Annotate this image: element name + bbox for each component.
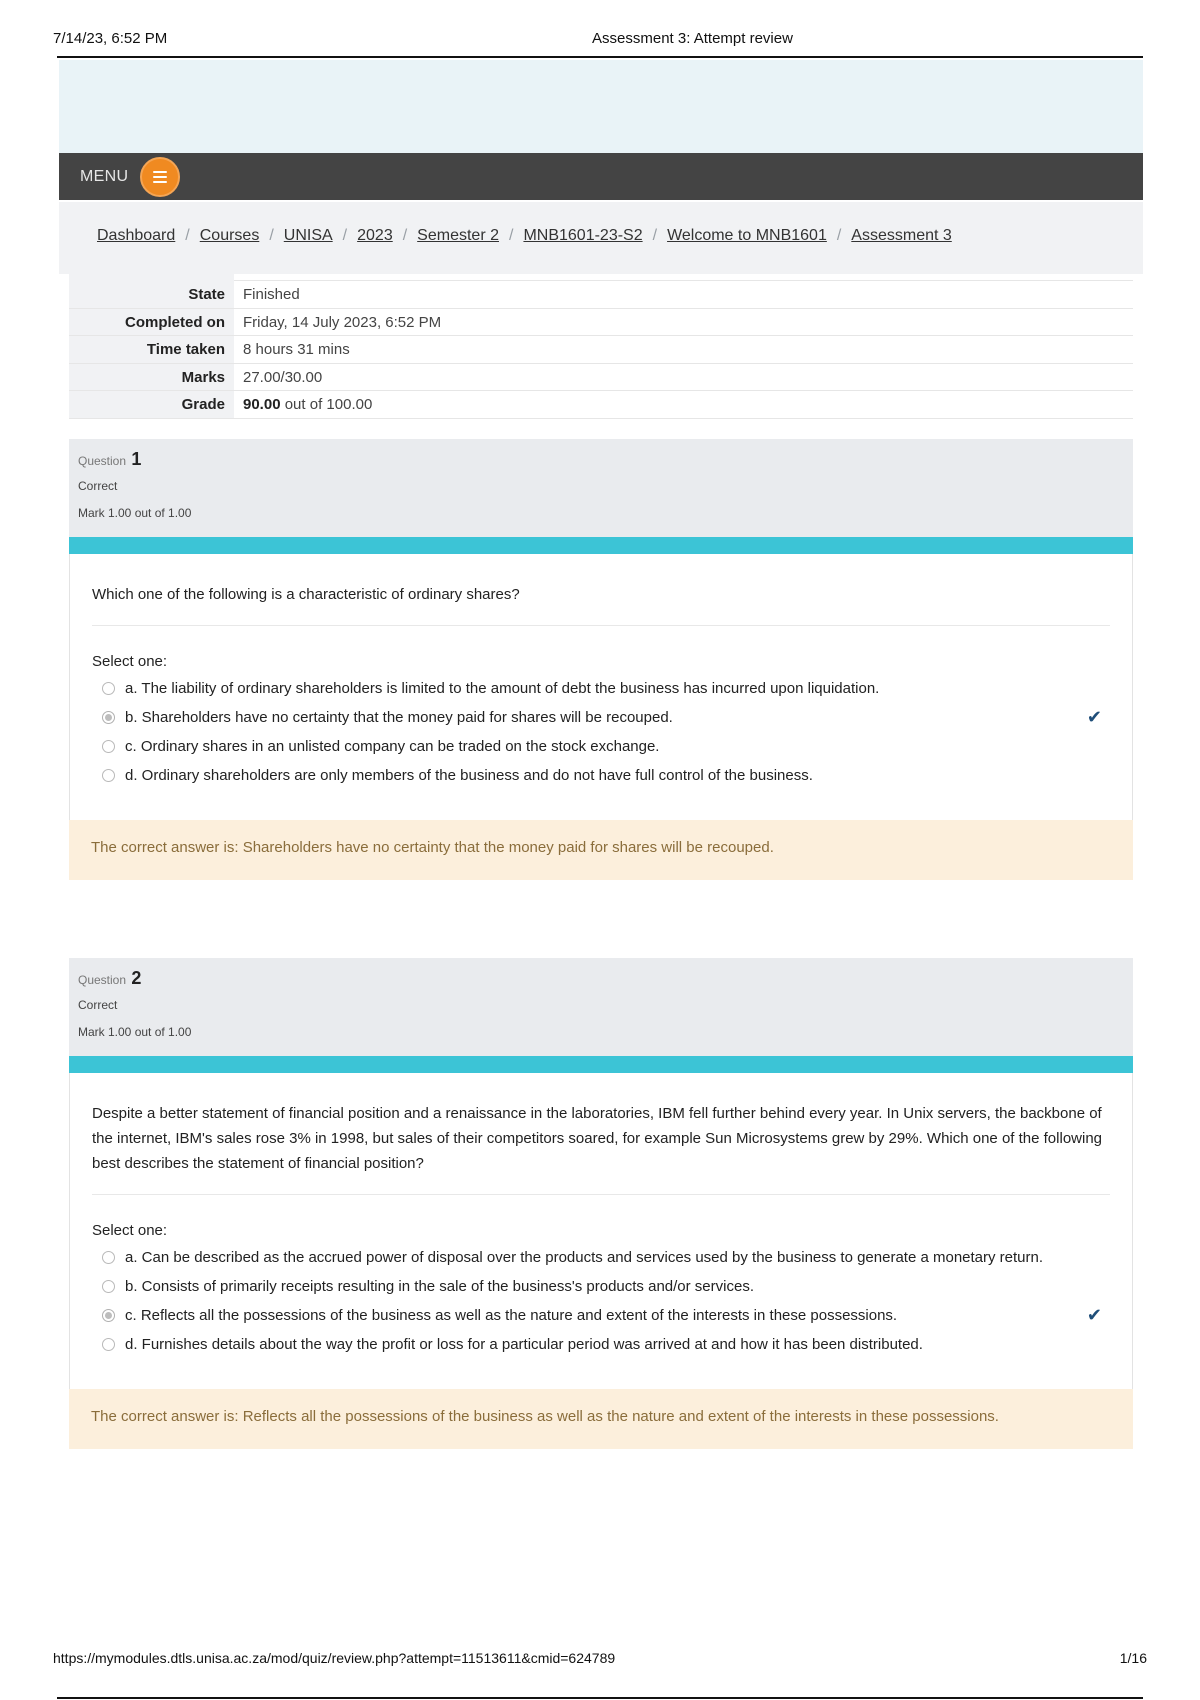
summary-row-state bbox=[69, 281, 1133, 309]
question-grade: Mark 1.00 out of 1.00 bbox=[78, 506, 192, 520]
question-status-strip bbox=[69, 537, 1133, 554]
summary-value: Friday, 14 July 2023, 6:52 PM bbox=[234, 309, 1133, 336]
summary-label: Time taken bbox=[69, 336, 234, 363]
radio-button[interactable] bbox=[102, 769, 115, 782]
radio-button-selected[interactable] bbox=[102, 711, 115, 724]
radio-button[interactable] bbox=[102, 740, 115, 753]
breadcrumb-bar bbox=[59, 202, 1143, 274]
answer-option-d[interactable] bbox=[92, 1332, 1110, 1357]
answer-list bbox=[92, 676, 1110, 820]
print-title: Assessment 3: Attempt review bbox=[592, 30, 793, 47]
check-icon: ✔ bbox=[1086, 1305, 1102, 1325]
grade-out-of: out of 100.00 bbox=[280, 396, 373, 413]
answer-text: c. Ordinary shares in an unlisted company can be traded on the stock exchange. bbox=[125, 738, 660, 755]
breadcrumb-semester[interactable]: Semester 2 bbox=[417, 227, 499, 244]
breadcrumb-separator: / bbox=[342, 227, 348, 244]
breadcrumb-courses[interactable]: Courses bbox=[199, 227, 260, 244]
answer-text: c. Reflects all the possessions of the business as well as the nature and extent of the interests in these possessions. bbox=[125, 1307, 898, 1324]
summary-row-completed bbox=[69, 309, 1133, 337]
summary-row-time-taken bbox=[69, 336, 1133, 364]
breadcrumb-separator: / bbox=[269, 227, 274, 244]
breadcrumb-separator: / bbox=[402, 227, 408, 244]
hamburger-icon bbox=[153, 171, 167, 183]
question-content bbox=[69, 554, 1133, 820]
radio-button[interactable] bbox=[102, 1251, 115, 1264]
question-label: Question bbox=[78, 973, 127, 987]
summary-row-grade bbox=[69, 391, 1133, 419]
radio-button[interactable] bbox=[102, 1338, 115, 1351]
summary-value: Finished bbox=[234, 281, 1133, 308]
print-rule-top bbox=[57, 56, 1143, 58]
select-one-prompt: Select one: bbox=[92, 1222, 168, 1239]
breadcrumb-separator: / bbox=[508, 227, 514, 244]
print-rule-bottom bbox=[57, 1697, 1143, 1699]
answer-text: b. Consists of primarily receipts resulting in the sale of the business's products and/or services. bbox=[125, 1278, 754, 1295]
answer-option-c[interactable] bbox=[92, 734, 1110, 759]
question-text: Which one of the following is a characteristic of ordinary shares? bbox=[92, 554, 1110, 626]
question-2 bbox=[69, 958, 1133, 1449]
radio-button-selected[interactable] bbox=[102, 1309, 115, 1322]
print-page-number: 1/16 bbox=[1119, 1650, 1147, 1666]
summary-row-clipped bbox=[69, 274, 1133, 281]
radio-button[interactable] bbox=[102, 682, 115, 695]
summary-label: Grade bbox=[69, 391, 234, 418]
breadcrumb-separator: / bbox=[185, 227, 190, 244]
answer-text: d. Furnishes details about the way the profit or loss for a particular period was arrived at and how it has been distributed. bbox=[125, 1336, 923, 1353]
summary-label: State bbox=[69, 281, 234, 308]
question-info bbox=[69, 439, 1133, 537]
breadcrumb-welcome[interactable]: Welcome to MNB1601 bbox=[667, 227, 827, 244]
answer-option-b[interactable] bbox=[92, 705, 1110, 730]
breadcrumb-dashboard[interactable]: Dashboard bbox=[97, 227, 176, 244]
question-number bbox=[78, 449, 1124, 470]
question-state: Correct bbox=[78, 479, 118, 493]
print-date: 7/14/23, 6:52 PM bbox=[53, 30, 168, 47]
question-1 bbox=[69, 439, 1133, 880]
site-banner bbox=[59, 60, 1143, 153]
question-number-value: 1 bbox=[131, 449, 142, 469]
summary-row-marks bbox=[69, 364, 1133, 392]
breadcrumb-course[interactable]: MNB1601-23-S2 bbox=[523, 227, 643, 244]
answer-list bbox=[92, 1245, 1110, 1389]
answer-text: a. The liability of ordinary shareholders is limited to the amount of debt the business has incurred upon liquidation. bbox=[125, 680, 880, 697]
summary-label: Completed on bbox=[69, 309, 234, 336]
breadcrumb-separator: / bbox=[836, 227, 842, 244]
answer-option-b[interactable] bbox=[92, 1274, 1110, 1299]
question-status-strip bbox=[69, 1056, 1133, 1073]
select-one-prompt: Select one: bbox=[92, 653, 168, 670]
question-grade: Mark 1.00 out of 1.00 bbox=[78, 1025, 192, 1039]
radio-button[interactable] bbox=[102, 1280, 115, 1293]
grade-value: 90.00 bbox=[243, 396, 281, 413]
question-state: Correct bbox=[78, 998, 118, 1012]
attempt-summary-table bbox=[69, 281, 1133, 419]
summary-value bbox=[234, 391, 1133, 418]
correct-answer-feedback: The correct answer is: Shareholders have no certainty that the money paid for shares will be recouped. bbox=[69, 820, 1133, 880]
question-text: Despite a better statement of financial position and a renaissance in the laboratories, IBM fell further behind every year. In Unix servers, the backbone of the internet, IBM's sales rose 3% in 1998, but sales of their competitors soared, for example Sun Microsystems grew by 29%. Which one of the following best describes the statement of financial position? bbox=[92, 1073, 1110, 1195]
check-icon: ✔ bbox=[1086, 707, 1102, 727]
answer-option-c[interactable] bbox=[92, 1303, 1110, 1328]
question-label: Question bbox=[78, 454, 127, 468]
breadcrumb-unisa[interactable]: UNISA bbox=[283, 227, 333, 244]
summary-label: Marks bbox=[69, 364, 234, 391]
breadcrumb bbox=[97, 227, 952, 245]
menu-label[interactable]: MENU bbox=[80, 167, 129, 185]
question-number-value: 2 bbox=[131, 968, 142, 988]
answer-option-a[interactable] bbox=[92, 676, 1110, 701]
question-info bbox=[69, 958, 1133, 1056]
breadcrumb-assessment[interactable]: Assessment 3 bbox=[851, 227, 952, 244]
print-url: https://mymodules.dtls.unisa.ac.za/mod/quiz/review.php?attempt=11513611&cmid=624789 bbox=[53, 1650, 616, 1666]
summary-value: 27.00/30.00 bbox=[234, 364, 1133, 391]
answer-text: d. Ordinary shareholders are only members of the business and do not have full control of the business. bbox=[125, 767, 813, 784]
breadcrumb-year[interactable]: 2023 bbox=[357, 227, 393, 244]
answer-text: b. Shareholders have no certainty that the money paid for shares will be recouped. bbox=[125, 709, 673, 726]
navbar bbox=[59, 153, 1143, 200]
menu-button[interactable] bbox=[140, 157, 180, 197]
correct-answer-feedback: The correct answer is: Reflects all the possessions of the business as well as the nature and extent of the interests in these possessions. bbox=[69, 1389, 1133, 1449]
answer-option-d[interactable] bbox=[92, 763, 1110, 788]
answer-option-a[interactable] bbox=[92, 1245, 1110, 1270]
summary-value: 8 hours 31 mins bbox=[234, 336, 1133, 363]
breadcrumb-separator: / bbox=[652, 227, 658, 244]
question-number bbox=[78, 968, 1124, 989]
answer-text: a. Can be described as the accrued power of disposal over the products and services used by the business to generate a monetary return. bbox=[125, 1249, 1044, 1266]
question-content bbox=[69, 1073, 1133, 1389]
